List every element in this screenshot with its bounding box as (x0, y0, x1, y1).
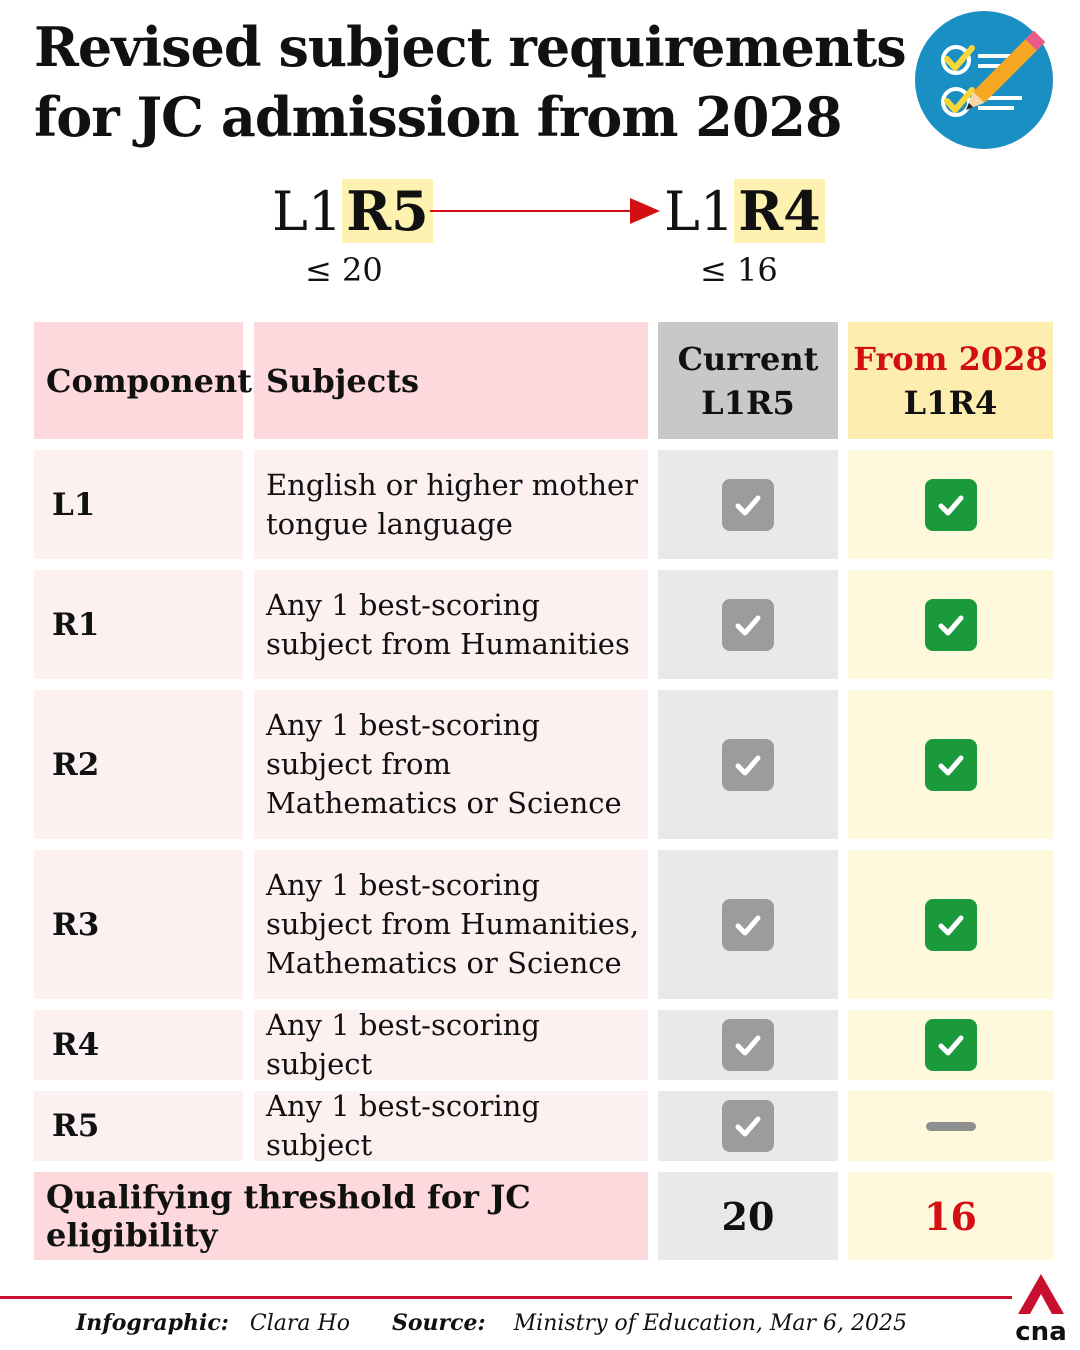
cna-logo (1010, 1272, 1072, 1344)
row-r1-component: R1 (34, 570, 243, 679)
dash-icon (926, 1122, 976, 1131)
checklist-pencil-icon (914, 10, 1054, 150)
credit-label: Infographic: (76, 1310, 229, 1336)
row-r4-future (848, 1010, 1053, 1080)
row-r4-component: R4 (34, 1010, 243, 1080)
row-r3-subject: Any 1 best-scoring subject from Humanities, Mathematics or Science (254, 850, 648, 999)
formula-current-l: L1 (272, 180, 343, 243)
check-icon (722, 739, 774, 791)
row-r3-current (658, 850, 838, 999)
formula-current (272, 178, 433, 245)
row-r5-current (658, 1091, 838, 1161)
check-icon (722, 479, 774, 531)
header-future-line1: From 2028 (853, 339, 1048, 378)
score-new: ≤ 16 (700, 251, 778, 289)
footer-divider (0, 1296, 1012, 1299)
row-r3-future (848, 850, 1053, 999)
row-r4-subject: Any 1 best-scoring subject (254, 1010, 648, 1080)
formula-new-r: R4 (734, 179, 824, 243)
check-icon (722, 599, 774, 651)
row-l1-current (658, 450, 838, 559)
credit-value: Clara Ho (249, 1311, 350, 1336)
footer-credit (76, 1308, 350, 1339)
row-r2-current (658, 690, 838, 839)
row-r2-component: R2 (34, 690, 243, 839)
row-r2-subject: Any 1 best-scoring subject from Mathematics or Science (254, 690, 648, 839)
check-icon (925, 479, 977, 531)
arrow-right-icon (430, 196, 662, 226)
row-r5-subject: Any 1 best-scoring subject (254, 1091, 648, 1161)
row-r1-future (848, 570, 1053, 679)
header-future (848, 322, 1053, 439)
threshold-future: 16 (848, 1172, 1053, 1260)
formula-new (664, 178, 825, 245)
threshold-current: 20 (658, 1172, 838, 1260)
title-line-2: for JC admission from 2028 (34, 85, 842, 149)
check-icon (722, 1100, 774, 1152)
row-r1-current (658, 570, 838, 679)
header-current-line2: L1R5 (701, 383, 795, 422)
row-l1-future (848, 450, 1053, 559)
title-line-1: Revised subject requirements (34, 15, 906, 79)
check-icon (925, 899, 977, 951)
header-current (658, 322, 838, 439)
header-future-line2: L1R4 (903, 383, 998, 422)
row-r5-component: R5 (34, 1091, 243, 1161)
header-component: Component (34, 322, 243, 439)
row-l1-subject: English or higher mother tongue language (254, 450, 648, 559)
formula-current-r: R5 (342, 179, 432, 243)
source-value: Ministry of Education, Mar 6, 2025 (513, 1311, 908, 1336)
row-r4-current (658, 1010, 838, 1080)
threshold-label: Qualifying threshold for JC eligibility (34, 1172, 648, 1260)
header-current-line1: Current (677, 339, 819, 378)
source-label: Source: (392, 1310, 486, 1336)
check-icon (925, 1019, 977, 1071)
page-title (34, 12, 904, 152)
check-icon (925, 599, 977, 651)
row-l1-component: L1 (34, 450, 243, 559)
row-r1-subject: Any 1 best-scoring subject from Humanities (254, 570, 648, 679)
row-r2-future (848, 690, 1053, 839)
check-icon (722, 899, 774, 951)
cna-logo-text: cna (1015, 1317, 1067, 1344)
check-icon (925, 739, 977, 791)
check-icon (722, 1019, 774, 1071)
row-r3-component: R3 (34, 850, 243, 999)
score-current: ≤ 20 (305, 251, 383, 289)
footer-source (392, 1308, 907, 1339)
row-r5-future (848, 1091, 1053, 1161)
formula-new-l: L1 (664, 180, 735, 243)
header-subjects: Subjects (254, 322, 648, 439)
